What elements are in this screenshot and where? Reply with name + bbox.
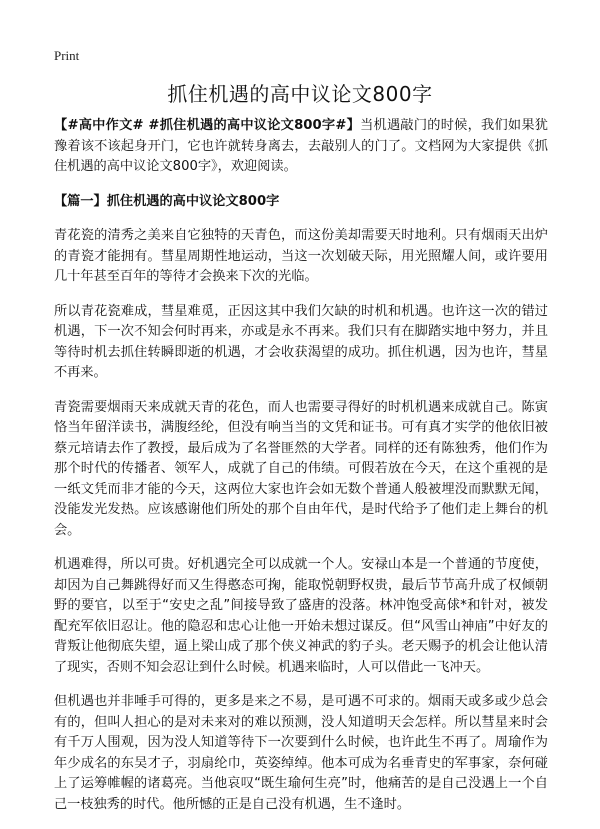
body-paragraph: 机遇难得，所以可贵。好机遇完全可以成就一个人。安禄山本是一个普通的节度使，却因为自己舞跳得好而又生得憨态可掬，能取悦朝野权贵，最后节节高升成了权倾朝野的要官，以至于“安史之乱”间接导致了盛唐的没落。林冲饱受高俅*和针对，被发配充军依旧忍让。他的隐忍和忠心让他一开始未想过谋反。但“风雪山神庙”中好友的背叛让他彻底失望，逼上梁山成了那个侠义神武的豹子头。老天赐予的机会让他认清了现实，否则不知会忍让到什么时候。机遇来临时，人可以借此一飞冲天。	[54, 557, 548, 675]
page-title: 抓住机遇的高中议论文800字	[167, 82, 433, 106]
section-heading: 【篇一】抓住机遇的高中议论文800字	[54, 193, 280, 209]
intro-paragraph	[54, 116, 548, 178]
body-paragraph: 青瓷需要烟雨天来成就天青的花色，而人也需要寻得好的时机机遇来成就自己。陈寅恪当年留洋读书，满腹经纶，但没有响当当的文凭和证书。可有真才实学的他依旧被蔡元培请去作了教授，最后成为了名誉匪然的大学者。同样的还有陈独秀，他们作为那个时代的传播者、领军人，成就了自己的伟绩。可假若放在今天，在这个重视的是一纸文凭而非才能的今天，这两位大家也许会如无数个普通人般被埋没而默默无闻，没能发光发热。应该感谢他们所处的那个自由年代，是时代给予了他们走上舞台的机会。	[54, 399, 548, 538]
body-paragraph: 青花瓷的清秀之美来自它独特的天青色，而这份美却需要天时地利。只有烟雨天出炉的青瓷才能拥有。彗星周期性地运动，当这一次划破天际，用光照耀人间，或许要用几十年甚至百年的等待才会换来下次的光临。	[54, 228, 548, 284]
intro-text: 当机遇敲门的时候，我们如果犹豫着该不该起身开门，它也许就转身离去，去敲别人的门了。文档网为大家提供《抓住机遇的高中议论文800字》，欢迎阅读。	[54, 118, 548, 174]
article-body	[54, 116, 548, 829]
body-paragraph: 所以青花瓷难成，彗星难觅，正因这其中我们欠缺的时机和机遇。也许这一次的错过机遇，下一次不知会何时再来，亦或是永不再来。我们只有在脚踏实地中努力，并且等待时机去抓住转瞬即逝的机遇，才会收获渴望的成功。抓住机遇，因为也许，彗星不再来。	[54, 303, 548, 380]
article-tags: 【#高中作文# #抓住机遇的高中议论文800字#】	[54, 118, 361, 133]
print-label: Print	[54, 48, 80, 63]
body-paragraph: 但机遇也并非唾手可得的，更多是来之不易，是可遇不可求的。烟雨天或多或少总会有的，但叫人担心的是对未来对的难以预测，没人知道明天会怎样。所以彗星来时会有千万人围观，因为没人知道等待下一次要到什么时候，也许此生不再了。周瑜作为年少成名的东吴才子，羽扇纶巾，英姿绰绰。他本可成为名垂青史的军事家，奈何碰上了运筹帷幄的诸葛亮。当他哀叹“既生瑜何生亮”时，他痛苦的是自己没遇上一个自己一枝独秀的时代。他所憾的正是自己没有机遇，生不逢时。	[54, 694, 548, 812]
